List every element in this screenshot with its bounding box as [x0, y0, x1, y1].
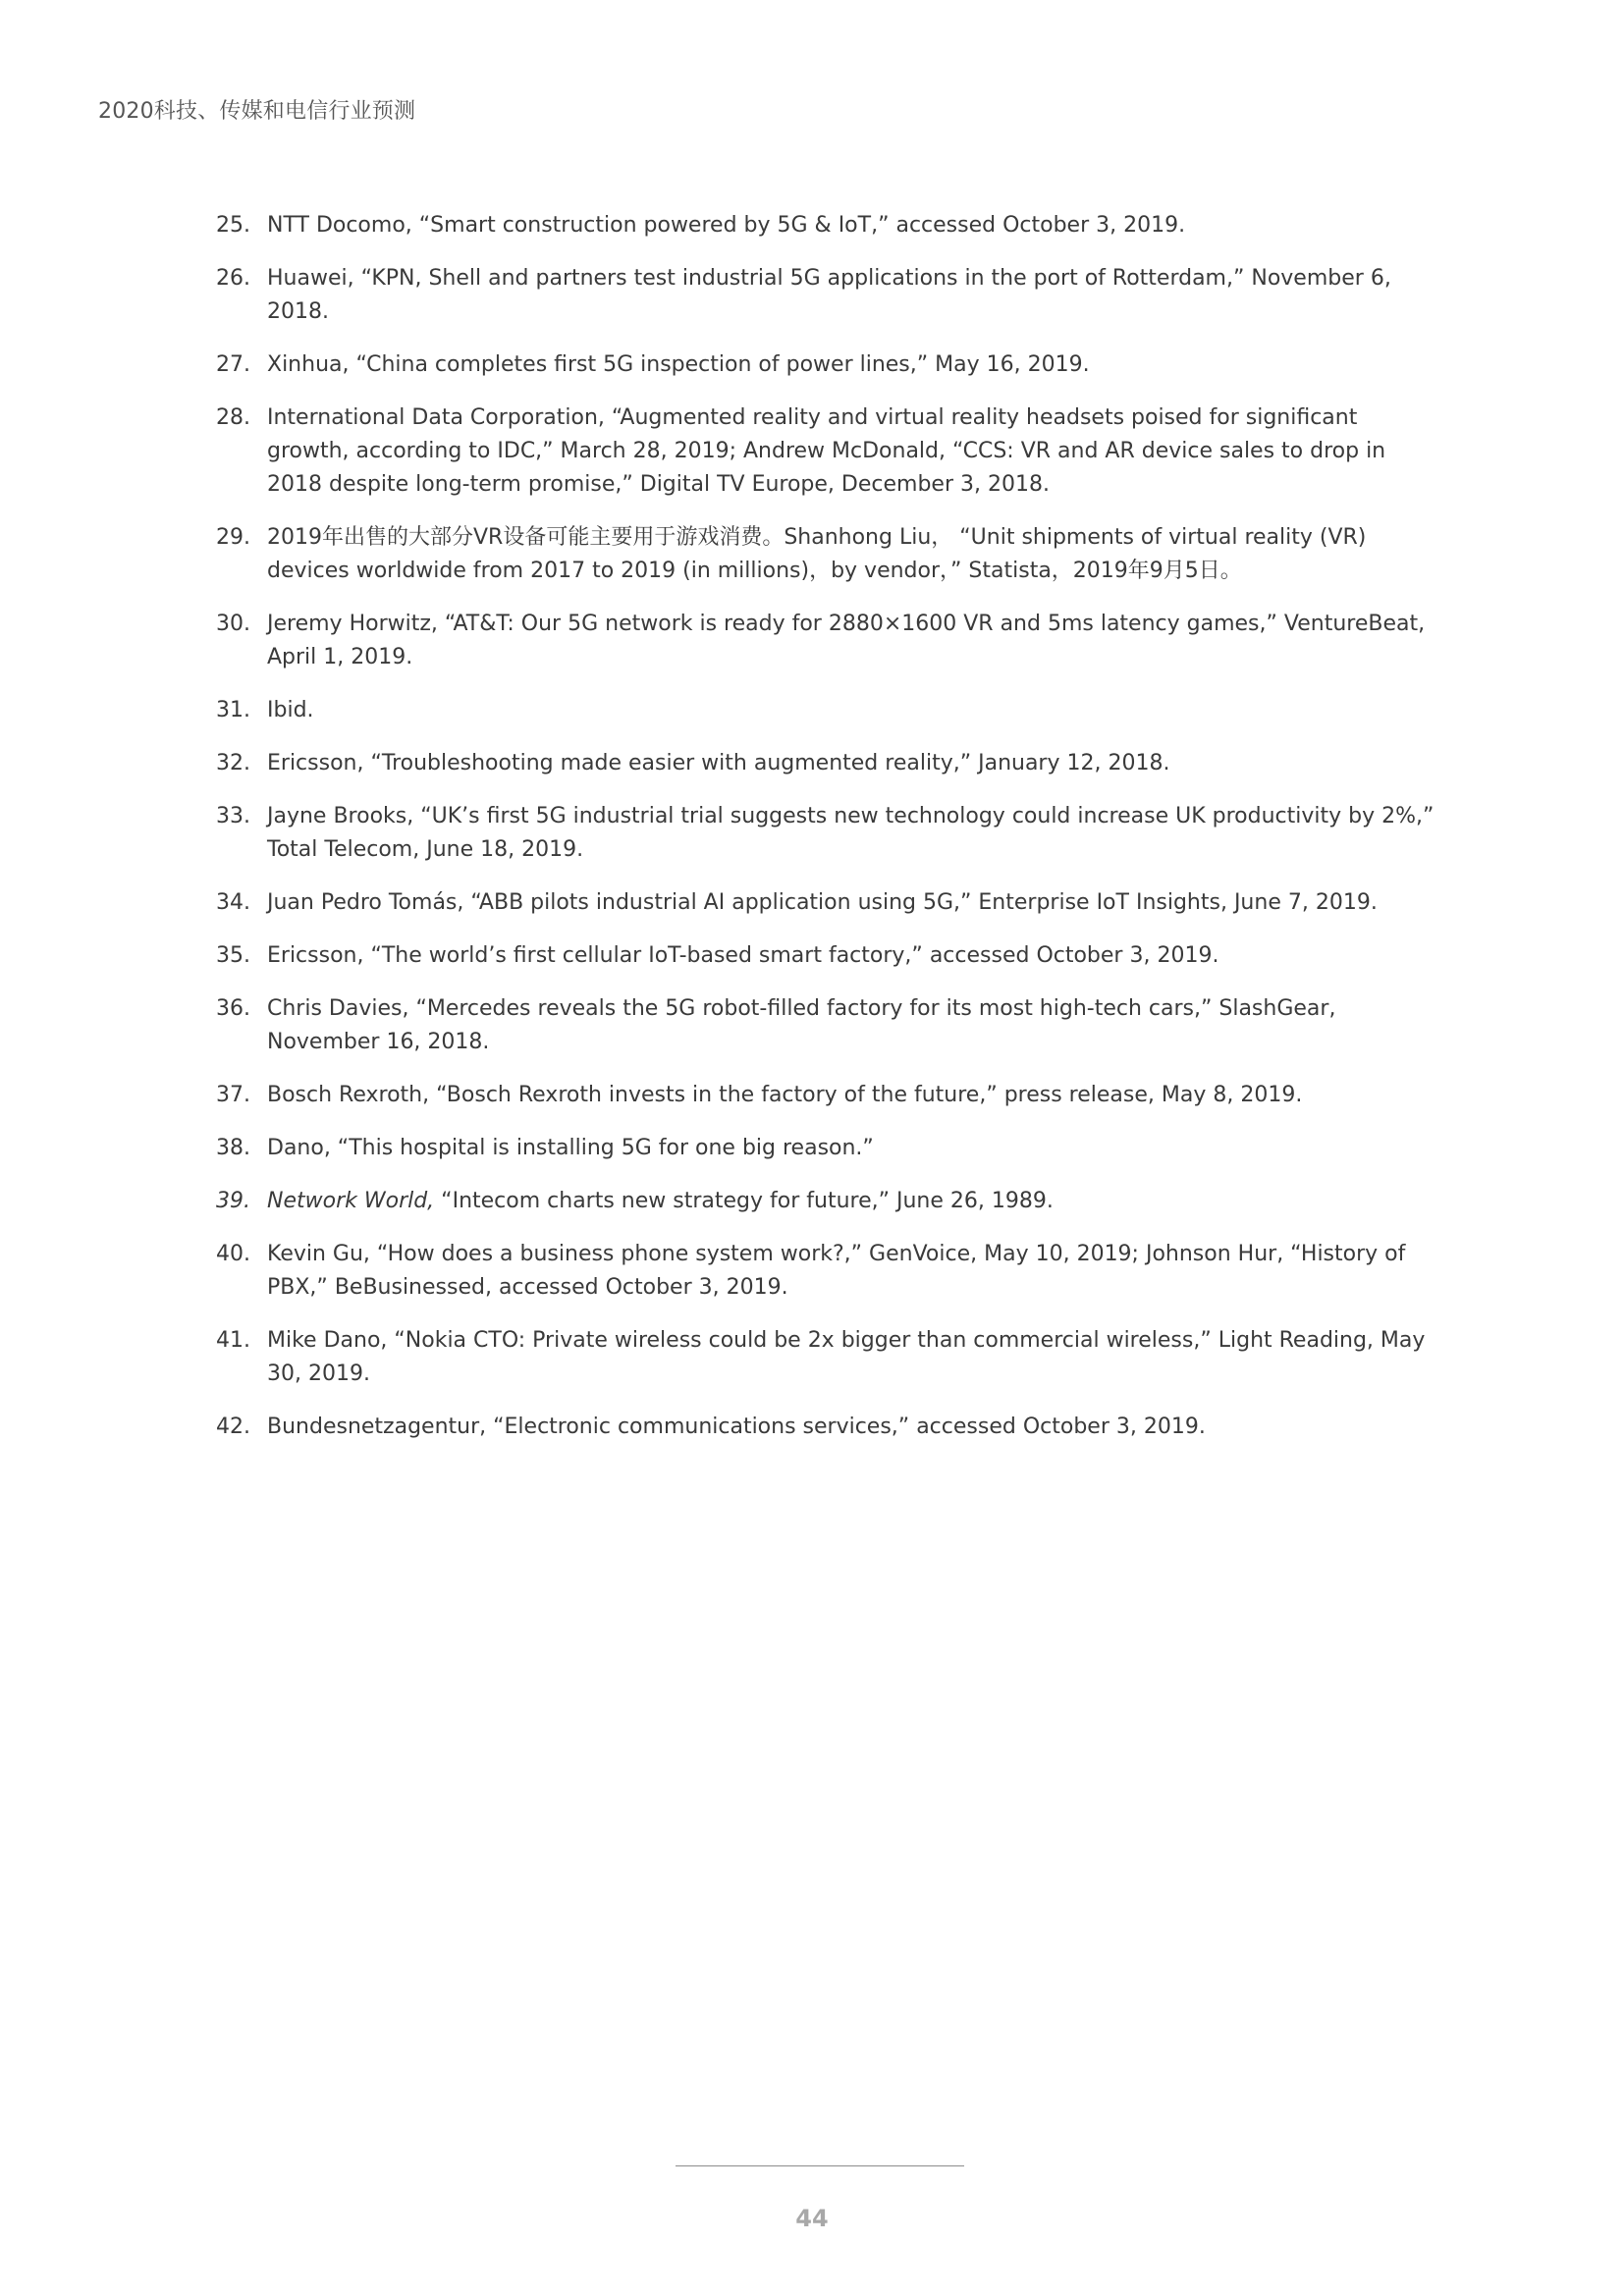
- footer-divider: [676, 2165, 964, 2166]
- endnote-text: Ibid.: [267, 698, 314, 722]
- endnote-number: 38.: [216, 1136, 250, 1160]
- endnote-number: 26.: [216, 266, 250, 291]
- endnote-text: Dano, “This hospital is installing 5G for one big reason.”: [267, 1136, 874, 1160]
- endnote-29: [216, 521, 1438, 588]
- endnote-40: [216, 1238, 1438, 1305]
- endnote-31: [216, 694, 1438, 727]
- endnote-39: [216, 1185, 1438, 1218]
- page-number: 44: [795, 2205, 829, 2232]
- endnote-text: Jeremy Horwitz, “AT&T: Our 5G network is ready for 2880×1600 VR and 5ms latency games,” VentureBeat, April 1, 2019.: [267, 612, 1426, 669]
- endnote-37: [216, 1079, 1438, 1112]
- endnote-text: Huawei, “KPN, Shell and partners test industrial 5G applications in the port of Rotterdam,” November 6, 2018.: [267, 266, 1391, 324]
- endnote-number: 30.: [216, 612, 250, 636]
- endnote-text-rest: “Intecom charts new strategy for future,” June 26, 1989.: [434, 1189, 1054, 1213]
- endnote-number: 31.: [216, 698, 250, 722]
- endnote-number: 25.: [216, 213, 250, 238]
- endnote-text: [267, 1189, 1054, 1213]
- endnote-text: Xinhua, “China completes first 5G inspection of power lines,” May 16, 2019.: [267, 352, 1090, 377]
- endnote-27: [216, 348, 1438, 382]
- endnote-text: Bundesnetzagentur, “Electronic communications services,” accessed October 3, 2019.: [267, 1415, 1206, 1439]
- endnote-number: 42.: [216, 1415, 250, 1439]
- endnote-text: Jayne Brooks, “UK’s first 5G industrial trial suggests new technology could increase UK productivity by 2%,” Total Telecom, June 18, 2019.: [267, 804, 1435, 862]
- endnote-text: Bosch Rexroth, “Bosch Rexroth invests in the factory of the future,” press release, May 8, 2019.: [267, 1083, 1303, 1107]
- endnote-text: Ericsson, “Troubleshooting made easier with augmented reality,” January 12, 2018.: [267, 751, 1170, 775]
- endnote-38: [216, 1132, 1438, 1165]
- endnote-25: [216, 209, 1438, 242]
- endnote-number: 28.: [216, 405, 250, 430]
- endnote-30: [216, 608, 1438, 674]
- endnote-text: International Data Corporation, “Augmented reality and virtual reality headsets poised for significant growth, according to IDC,” March 28, 2019; Andrew McDonald, “CCS: VR and AR device sales to drop in 2018 despite long-term promise,” Digital TV Europe, December 3, 2018.: [267, 405, 1386, 497]
- endnote-28: [216, 401, 1438, 502]
- endnote-number: 27.: [216, 352, 250, 377]
- endnote-number: 37.: [216, 1083, 250, 1107]
- endnote-text: NTT Docomo, “Smart construction powered by 5G & IoT,” accessed October 3, 2019.: [267, 213, 1186, 238]
- endnote-26: [216, 262, 1438, 329]
- endnote-34: [216, 886, 1438, 920]
- endnote-number: 29.: [216, 525, 250, 550]
- endnote-number: 34.: [216, 890, 250, 915]
- endnote-32: [216, 747, 1438, 780]
- endnote-number: 33.: [216, 804, 250, 828]
- endnote-number: 40.: [216, 1242, 250, 1266]
- endnotes-list: [216, 209, 1438, 1464]
- endnote-number: 41.: [216, 1328, 250, 1353]
- publication-title: Network World,: [267, 1189, 435, 1213]
- endnote-text: Juan Pedro Tomás, “ABB pilots industrial AI application using 5G,” Enterprise IoT Insights, June 7, 2019.: [267, 890, 1378, 915]
- endnote-number: 32.: [216, 751, 250, 775]
- running-header: 2020科技、传媒和电信行业预测: [98, 99, 416, 124]
- endnote-33: [216, 800, 1438, 867]
- endnote-36: [216, 992, 1438, 1059]
- endnote-text: 2019年出售的大部分VR设备可能主要用于游戏消费。Shanhong Liu， “Unit shipments of virtual reality (VR) devices worldwide from 2017 to 2019 (in millions)，by vendor，” Statista，2019年9月5日。: [267, 525, 1367, 583]
- endnote-text: Ericsson, “The world’s first cellular IoT-based smart factory,” accessed October 3, 2019.: [267, 943, 1219, 968]
- endnote-text: Mike Dano, “Nokia CTO: Private wireless could be 2x bigger than commercial wireless,” Light Reading, May 30, 2019.: [267, 1328, 1426, 1386]
- endnote-42: [216, 1411, 1438, 1444]
- endnote-number: 39.: [216, 1189, 250, 1213]
- endnote-text: Kevin Gu, “How does a business phone system work?,” GenVoice, May 10, 2019; Johnson Hur, “History of PBX,” BeBusinessed, accessed October 3, 2019.: [267, 1242, 1406, 1300]
- endnote-41: [216, 1324, 1438, 1391]
- endnote-text: Chris Davies, “Mercedes reveals the 5G robot-filled factory for its most high-tech cars,” SlashGear, November 16, 2018.: [267, 996, 1336, 1054]
- endnote-number: 36.: [216, 996, 250, 1021]
- endnote-number: 35.: [216, 943, 250, 968]
- endnote-35: [216, 939, 1438, 973]
